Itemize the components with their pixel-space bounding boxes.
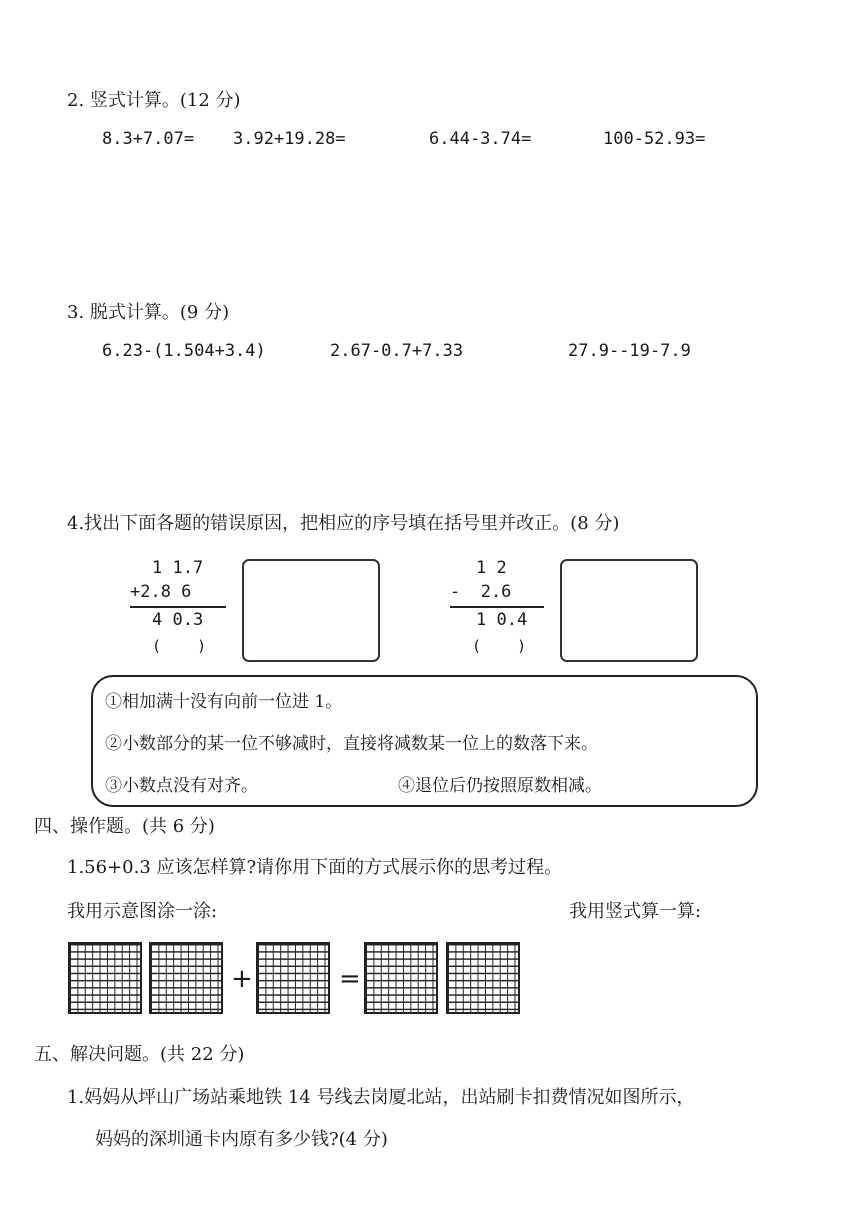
q3-problem-3: 27.9--19-7.9 (568, 341, 691, 361)
section-5-question-1-line-1: 1.妈妈从坪山广场站乘地铁 14 号线去岗厦北站，出站刷卡扣费情况如图所示， (67, 1087, 695, 1108)
error-reasons-box (91, 675, 758, 807)
hundred-grid-4[interactable] (364, 942, 438, 1014)
example-1-addend-2: +2.8 6 (130, 582, 192, 602)
hundred-grid-3[interactable] (256, 942, 330, 1014)
vertical-calc-label: 我用竖式算一算: (569, 901, 702, 922)
reason-2: ②小数部分的某一位不够减时，直接将减数某一位上的数落下来。 (105, 734, 598, 754)
example-1-result: 4 0.3 (152, 610, 204, 630)
q2-title: 2. 竖式计算。(12 分) (67, 90, 241, 111)
q4-title: 4.找出下面各题的错误原因，把相应的序号填在括号里并改正。(8 分) (67, 513, 620, 534)
example-2-correction-box[interactable] (560, 559, 698, 662)
q3-title: 3. 脱式计算。(9 分) (67, 302, 230, 323)
q2-problem-3: 6.44-3.74= (429, 129, 532, 149)
section-4-question-1: 1.56+0.3 应该怎样算?请你用下面的方式展示你的思考过程。 (67, 857, 563, 878)
q2-problem-4: 100-52.93= (603, 129, 706, 149)
reason-3: ③小数点没有对齐。 (105, 776, 258, 796)
example-2-subtrahend: - 2.6 (450, 582, 512, 602)
q4-example-1 (130, 556, 230, 656)
example-1-answer-paren[interactable]: ( ) (152, 637, 207, 655)
q2-problem-1: 8.3+7.07= (102, 129, 195, 149)
q2-problem-2: 3.92+19.28= (233, 129, 346, 149)
example-1-correction-box[interactable] (242, 559, 380, 662)
q3-problem-1: 6.23-(1.504+3.4) (102, 341, 266, 361)
example-2-answer-paren[interactable]: ( ) (472, 637, 527, 655)
hundred-grid-1[interactable] (68, 942, 142, 1014)
q4-example-2 (450, 556, 550, 656)
example-1-addend-1: 1 1.7 (152, 558, 204, 578)
plus-sign: + (231, 964, 253, 994)
section-5-title: 五、解决问题。(共 22 分) (34, 1044, 245, 1065)
example-2-result: 1 0.4 (476, 610, 528, 630)
section-4-title: 四、操作题。(共 6 分) (34, 816, 215, 837)
example-2-minuend: 1 2 (476, 558, 507, 578)
hundred-grid-5[interactable] (446, 942, 520, 1014)
reason-1: ①相加满十没有向前一位进 1。 (105, 692, 343, 712)
reason-4: ④退位后仍按照原数相减。 (398, 776, 602, 796)
section-5-question-1-line-2: 妈妈的深圳通卡内原有多少钱?(4 分) (95, 1129, 388, 1150)
q3-problem-2: 2.67-0.7+7.33 (330, 341, 464, 361)
hundred-grid-2[interactable] (149, 942, 223, 1014)
equals-sign: = (339, 964, 361, 994)
diagram-label: 我用示意图涂一涂: (67, 901, 218, 922)
